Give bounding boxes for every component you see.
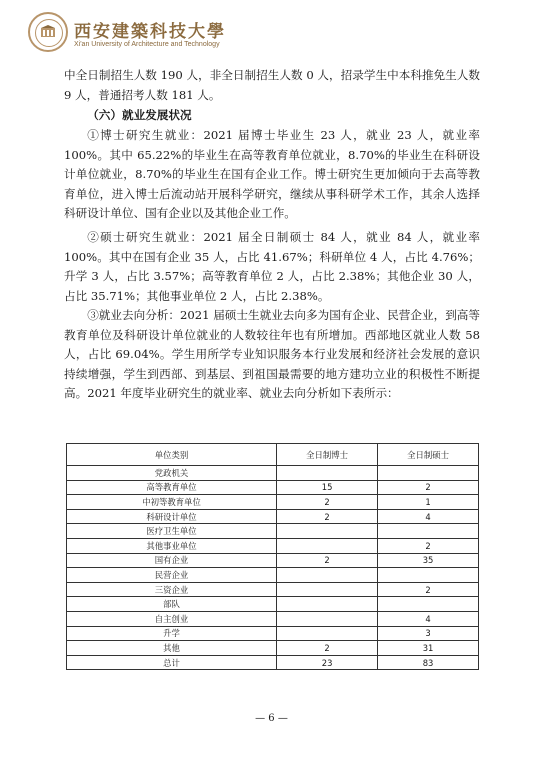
master-count-cell: 2 bbox=[378, 538, 479, 553]
table-row bbox=[67, 466, 479, 481]
phd-count-cell: 2 bbox=[277, 641, 378, 656]
master-count-cell bbox=[378, 524, 479, 539]
unit-category-cell: 其他 bbox=[67, 641, 277, 656]
table-row bbox=[67, 524, 479, 539]
phd-count-cell: 23 bbox=[277, 655, 378, 670]
employment-analysis-wrap bbox=[64, 306, 480, 404]
phd-count-cell: 2 bbox=[277, 495, 378, 510]
master-count-cell: 83 bbox=[378, 655, 479, 670]
unit-category-cell: 中初等教育单位 bbox=[67, 495, 277, 510]
unit-category-cell: 部队 bbox=[67, 597, 277, 612]
paragraph-enrollment: 中全日制招生人数 190 人，非全日制招生人数 0 人，招录学生中本科推免生人数 9 人，普通招考人数 181 人。 bbox=[64, 68, 480, 102]
section-heading-wrap bbox=[64, 106, 480, 126]
phd-count-cell bbox=[277, 568, 378, 583]
phd-count-cell bbox=[277, 611, 378, 626]
table-row bbox=[67, 553, 479, 568]
master-count-cell bbox=[378, 568, 479, 583]
column-header: 全日制硕士 bbox=[378, 444, 479, 466]
table-row bbox=[67, 641, 479, 656]
table-row bbox=[67, 582, 479, 597]
master-count-cell: 1 bbox=[378, 495, 479, 510]
paragraph-employment-analysis: ③就业去向分析：2021 届硕士生就业去向多为国有企业、民营企业，到高等教育单位及科研设计单位就业的人数较往年也有所增加。西部地区就业人数 58 人，占比 69.04%。学生用所学专业知识服务本行业发展和经济社会发展的意识持续增强，学生到西部、到基层、到祖国最需要的地方建功立业的积极性不断提高。2021 年度毕业研究生的就业率、就业去向分析如下表所示： bbox=[64, 308, 480, 401]
master-count-cell: 4 bbox=[378, 611, 479, 626]
university-name-en: Xi'an University of Architecture and Technology bbox=[74, 41, 220, 48]
master-count-cell: 4 bbox=[378, 509, 479, 524]
unit-category-cell: 民营企业 bbox=[67, 568, 277, 583]
table-row bbox=[67, 495, 479, 510]
master-count-cell: 3 bbox=[378, 626, 479, 641]
unit-category-cell: 医疗卫生单位 bbox=[67, 524, 277, 539]
phd-count-cell: 2 bbox=[277, 509, 378, 524]
section-heading: （六）就业发展状况 bbox=[87, 108, 192, 122]
table-row bbox=[67, 597, 479, 612]
master-count-cell: 2 bbox=[378, 582, 479, 597]
phd-count-cell: 15 bbox=[277, 480, 378, 495]
phd-count-cell: 2 bbox=[277, 553, 378, 568]
table-row-total bbox=[67, 655, 479, 670]
university-logo-icon bbox=[28, 12, 68, 52]
employment-table bbox=[66, 443, 479, 670]
page-number: — 6 — bbox=[255, 713, 288, 724]
unit-category-cell: 总计 bbox=[67, 655, 277, 670]
phd-count-cell bbox=[277, 538, 378, 553]
phd-count-cell bbox=[277, 524, 378, 539]
master-count-cell: 35 bbox=[378, 553, 479, 568]
column-header: 全日制博士 bbox=[277, 444, 378, 466]
phd-count-cell bbox=[277, 582, 378, 597]
table-row bbox=[67, 538, 479, 553]
unit-category-cell: 三资企业 bbox=[67, 582, 277, 597]
page-header bbox=[28, 12, 528, 56]
phd-count-cell bbox=[277, 597, 378, 612]
unit-category-cell: 国有企业 bbox=[67, 553, 277, 568]
phd-count-cell bbox=[277, 626, 378, 641]
master-employment-wrap bbox=[64, 228, 480, 306]
paragraph-master-employment: ②硕士研究生就业：2021 届全日制硕士 84 人，就业 84 人，就业率 100%。其中在国有企业 35 人，占比 41.67%；科研单位 4 人，占比 4.76%；升学 3 人，占比 3.57%；高等教育单位 2 人，占比 2.38%；其他企业 30 人，占比 35.71%；其他事业单位 2 人，占比 2.38%。 bbox=[64, 230, 480, 303]
table-row bbox=[67, 626, 479, 641]
master-count-cell bbox=[378, 466, 479, 481]
unit-category-cell: 党政机关 bbox=[67, 466, 277, 481]
unit-category-cell: 升学 bbox=[67, 626, 277, 641]
phd-employment-wrap bbox=[64, 126, 480, 224]
table-row bbox=[67, 480, 479, 495]
table-header-row bbox=[67, 444, 479, 466]
phd-count-cell bbox=[277, 466, 378, 481]
university-name-cn: 西安建築科技大學 bbox=[74, 22, 226, 42]
intro-paragraph bbox=[64, 66, 480, 105]
column-header: 单位类别 bbox=[67, 444, 277, 466]
master-count-cell: 2 bbox=[378, 480, 479, 495]
paragraph-phd-employment: ①博士研究生就业：2021 届博士毕业生 23 人，就业 23 人，就业率 100%。其中 65.22%的毕业生在高等教育单位就业，8.70%的毕业生在科研设计单位就业，8.70%的毕业生在国有企业工作。博士研究生更加倾向于去高等教育单位，进入博士后流动站开展科学研究，继续从事科研学术工作，其余人选择科研设计单位、国有企业以及其他企业工作。 bbox=[64, 128, 480, 221]
master-count-cell bbox=[378, 597, 479, 612]
unit-category-cell: 其他事业单位 bbox=[67, 538, 277, 553]
table-row bbox=[67, 509, 479, 524]
unit-category-cell: 科研设计单位 bbox=[67, 509, 277, 524]
table-row bbox=[67, 611, 479, 626]
unit-category-cell: 自主创业 bbox=[67, 611, 277, 626]
master-count-cell: 31 bbox=[378, 641, 479, 656]
unit-category-cell: 高等教育单位 bbox=[67, 480, 277, 495]
table-row bbox=[67, 568, 479, 583]
